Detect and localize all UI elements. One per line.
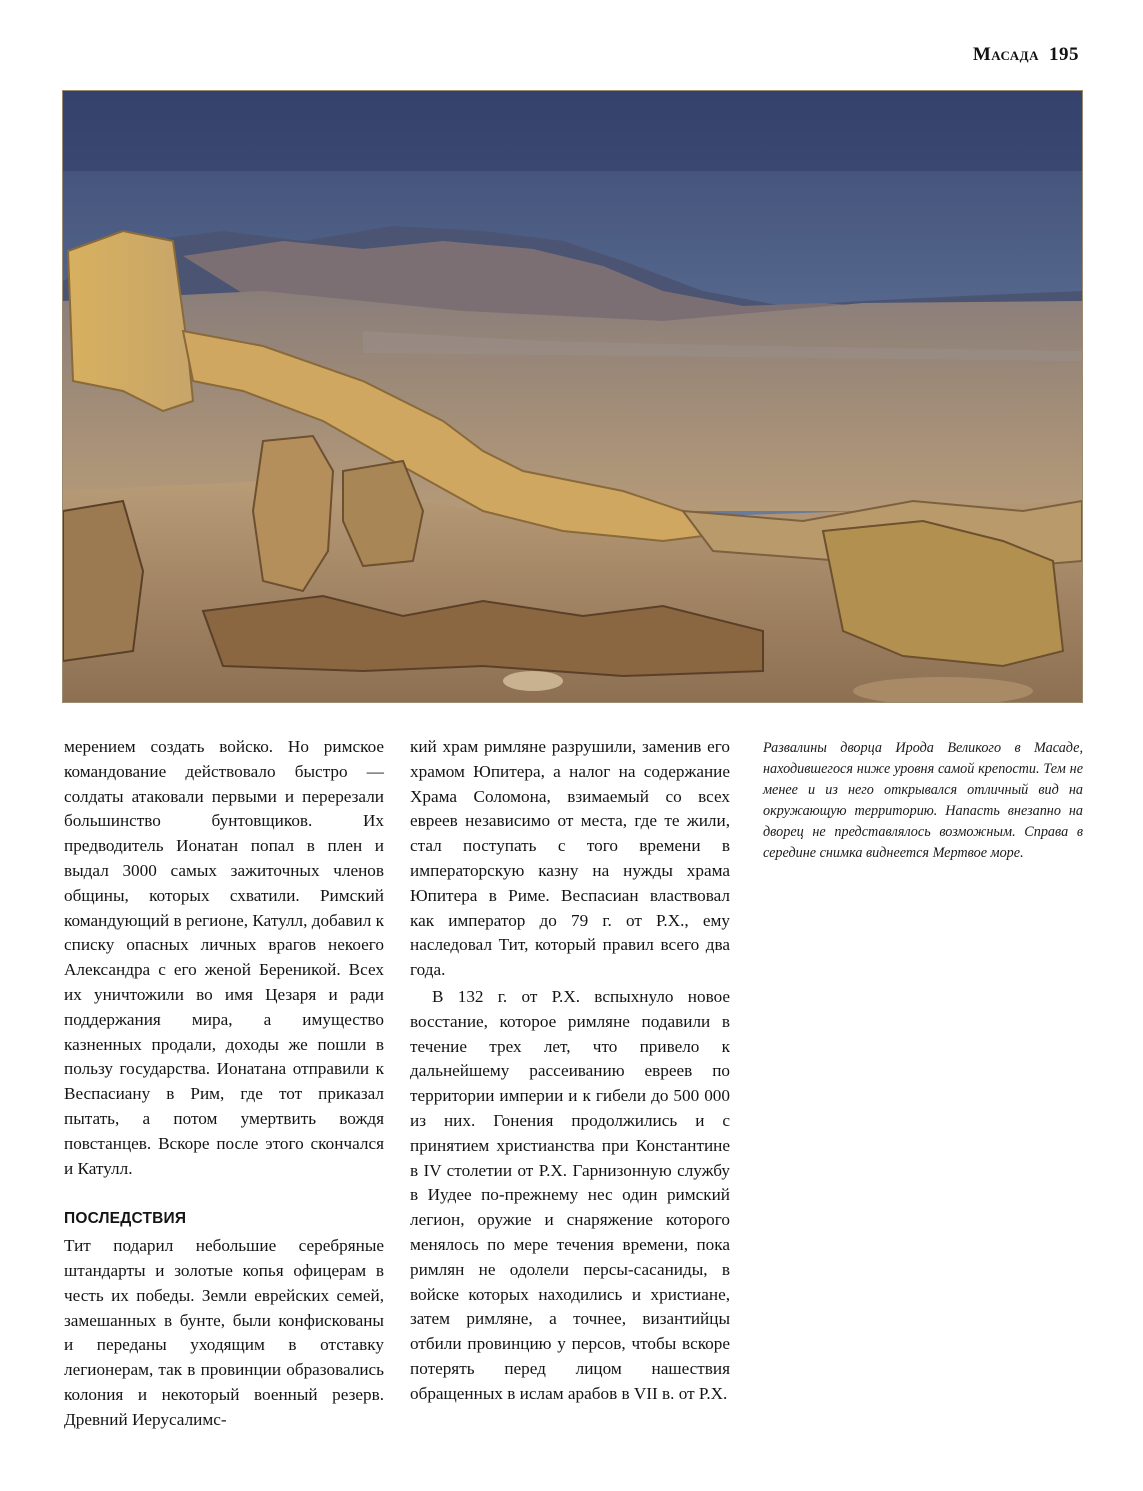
page-number: 195 <box>1049 44 1079 65</box>
running-head <box>973 44 1079 66</box>
body-paragraph-continued: кий храм римляне разрушили, заменив его храмом Юпитера, а налог на содержание Храма Соломона, взимаемый со всех евреев независимо от места, где те жили, стал поступать с того времени в императорскую казну на нужды храма Юпитера в Риме. Веспасиан властвовал как император до 79 г. от Р.Х., ему наследовал Тит, который правил всего два года. <box>410 737 730 980</box>
body-paragraph: мерением создать войско. Но римское командование действовало быстро — солдаты атаковали первыми и перерезали большинство бунтовщиков. Их предводитель Ионатан попал в плен и выдал 3000 самых зажиточных членов общины, которых схватили. Римский командующий в регионе, Катулл, добавил к списку опасных личных врагов некоего Александра с его женой Береникой. Всех их уничтожили во имя Цезаря и ради поддержания мира, а имущество казненных продали, доходы же пошли в пользу государства. Ионатана отправили к Веспасиану в Рим, где тот приказал пытать, а потом умертвить вождя повстанцев. Вскоре после этого скончался и Катулл. <box>64 737 384 1178</box>
text-column-2 <box>410 735 730 1407</box>
photo-illustration <box>63 91 1082 702</box>
photo-caption: Развалины дворца Ирода Великого в Масаде, находившегося ниже уровня самой крепости. Тем не менее и из него открывался отличный вид на окружающую территорию. Напасть внезапно на дворец не представлялось возможным. Справа в середине снимка виднеется Мертвое море. <box>763 740 1083 861</box>
running-head-title: Масада <box>972 44 1039 65</box>
text-column-1 <box>64 735 384 1433</box>
section-heading: ПОСЛЕДСТВИЯ <box>64 1210 187 1228</box>
photograph-masada-ruins <box>62 90 1083 703</box>
body-paragraph: В 132 г. от Р.Х. вспыхнуло новое восстание, которое римляне подавили в течение трех лет, что привело к дальнейшему рассеиванию евреев по территории империи и к гибели до 500 000 из них. Гонения продолжились и с принятием христианства при Константине в IV столетии от Р.Х. Гарнизонную службу в Иудее по-прежнему нес один римский легион, оружие и снаряжение которого менялось по мере течения времени, пока римлян не одолели персы-сасаниды, в войске которых находились и христиане, затем римляне, а точнее, византийцы отбили провинцию у персов, чтобы вскоре потерять перед лицом нашествия обращенных в ислам арабов в VII в. от Р.Х. <box>410 986 730 1403</box>
body-paragraph: Тит подарил небольшие серебряные штандарты и золотые копья офицерам в честь их победы. Земли еврейских семей, замешанных в бунте, были конфискованы и переданы уходящим в отставку легионерам, так в провинции образовались колония и некоторый военный резерв. Древний Иерусалимс- <box>64 1236 384 1429</box>
